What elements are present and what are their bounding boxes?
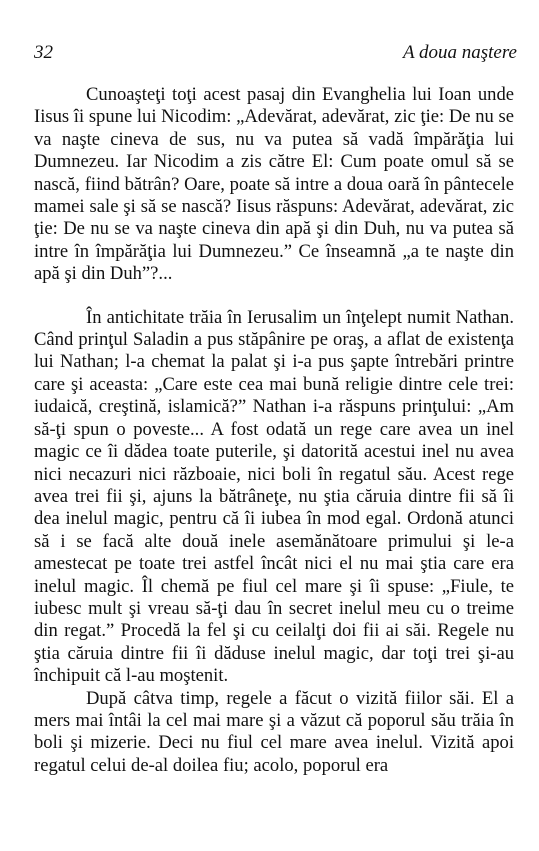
body-text: [34, 84, 514, 777]
paragraph-king-visit: După câtva timp, regele a făcut o vizită fiilor săi. El a mers mai întâi la cel mai mare şi a văzut că poporul său trăia în boli şi mizerie. Deci nu fiul cel mare avea inelul. Vizită apoi regatul celui de-al doilea fiu; acolo, poporul era: [34, 687, 514, 776]
running-title: A doua naştere: [403, 42, 517, 63]
page-header: [34, 42, 517, 66]
paragraph-nathan-parable: În antichitate trăia în Ierusalim un înţelept numit Nathan. Când prinţul Saladin a pus stăpânire pe oraş, a aflat de existenţa lui Nathan; l-a chemat la palat şi i-a pus şapte întrebări printre care şi aceasta: „Care este cea mai bună religie dintre cele trei: iudaică, creştină, islamică?” Nathan i-a răspuns prinţului: „Am să-ţi spun o poveste... A fost odată un rege care avea un inel magic ce îi dădea toate puterile, şi datorită acestui inel nu avea nici necazuri nici războaie, nici boli în regatul său. Acest rege avea trei fii şi, ajuns la bătrâneţe, nu ştia căruia dintre fii să îi dea inelul magic, pentru că îi iubea în mod egal. Ordonă atunci să i se facă alte două inele asemănătoare primului şi le-a amestecat pe toate trei astfel încât nici el nu mai ştia care era inelul magic. Îl chemă pe fiul cel mare şi îi spuse: „Fiule, te iubesc mult şi vreau să-ţi dau în secret inelul meu cu o treime din regat.” Procedă la fel şi cu ceilalţi doi fii ai săi. Regele nu ştia căruia dintre fii îi dăduse inelul magic, dar toţi trei şi-au închipuit că l-au moştenit.: [34, 306, 514, 687]
page-number: 32: [34, 42, 53, 63]
paragraph-gospel-passage: Cunoaşteţi toţi acest pasaj din Evanghelia lui Ioan unde Iisus îi spune lui Nicodim: „Adevărat, adevărat, zic ţie: De nu se va naşte cineva de sus, nu va putea să vadă împărăţia lui Dumnezeu. Iar Nicodim a zis către El: Cum poate omul să se nască, fiind bătrân? Oare, poate să intre a doua oară în pântecele mamei sale şi să se nască? Iisus răspuns: Adevărat, adevărat, zic ţie: De nu se va naşte cineva din apă şi din Duh, nu va putea să intre în împărăţia lui Dumnezeu.” Ce înseamnă „a te naşte din apă şi din Duh”?...: [34, 84, 514, 285]
